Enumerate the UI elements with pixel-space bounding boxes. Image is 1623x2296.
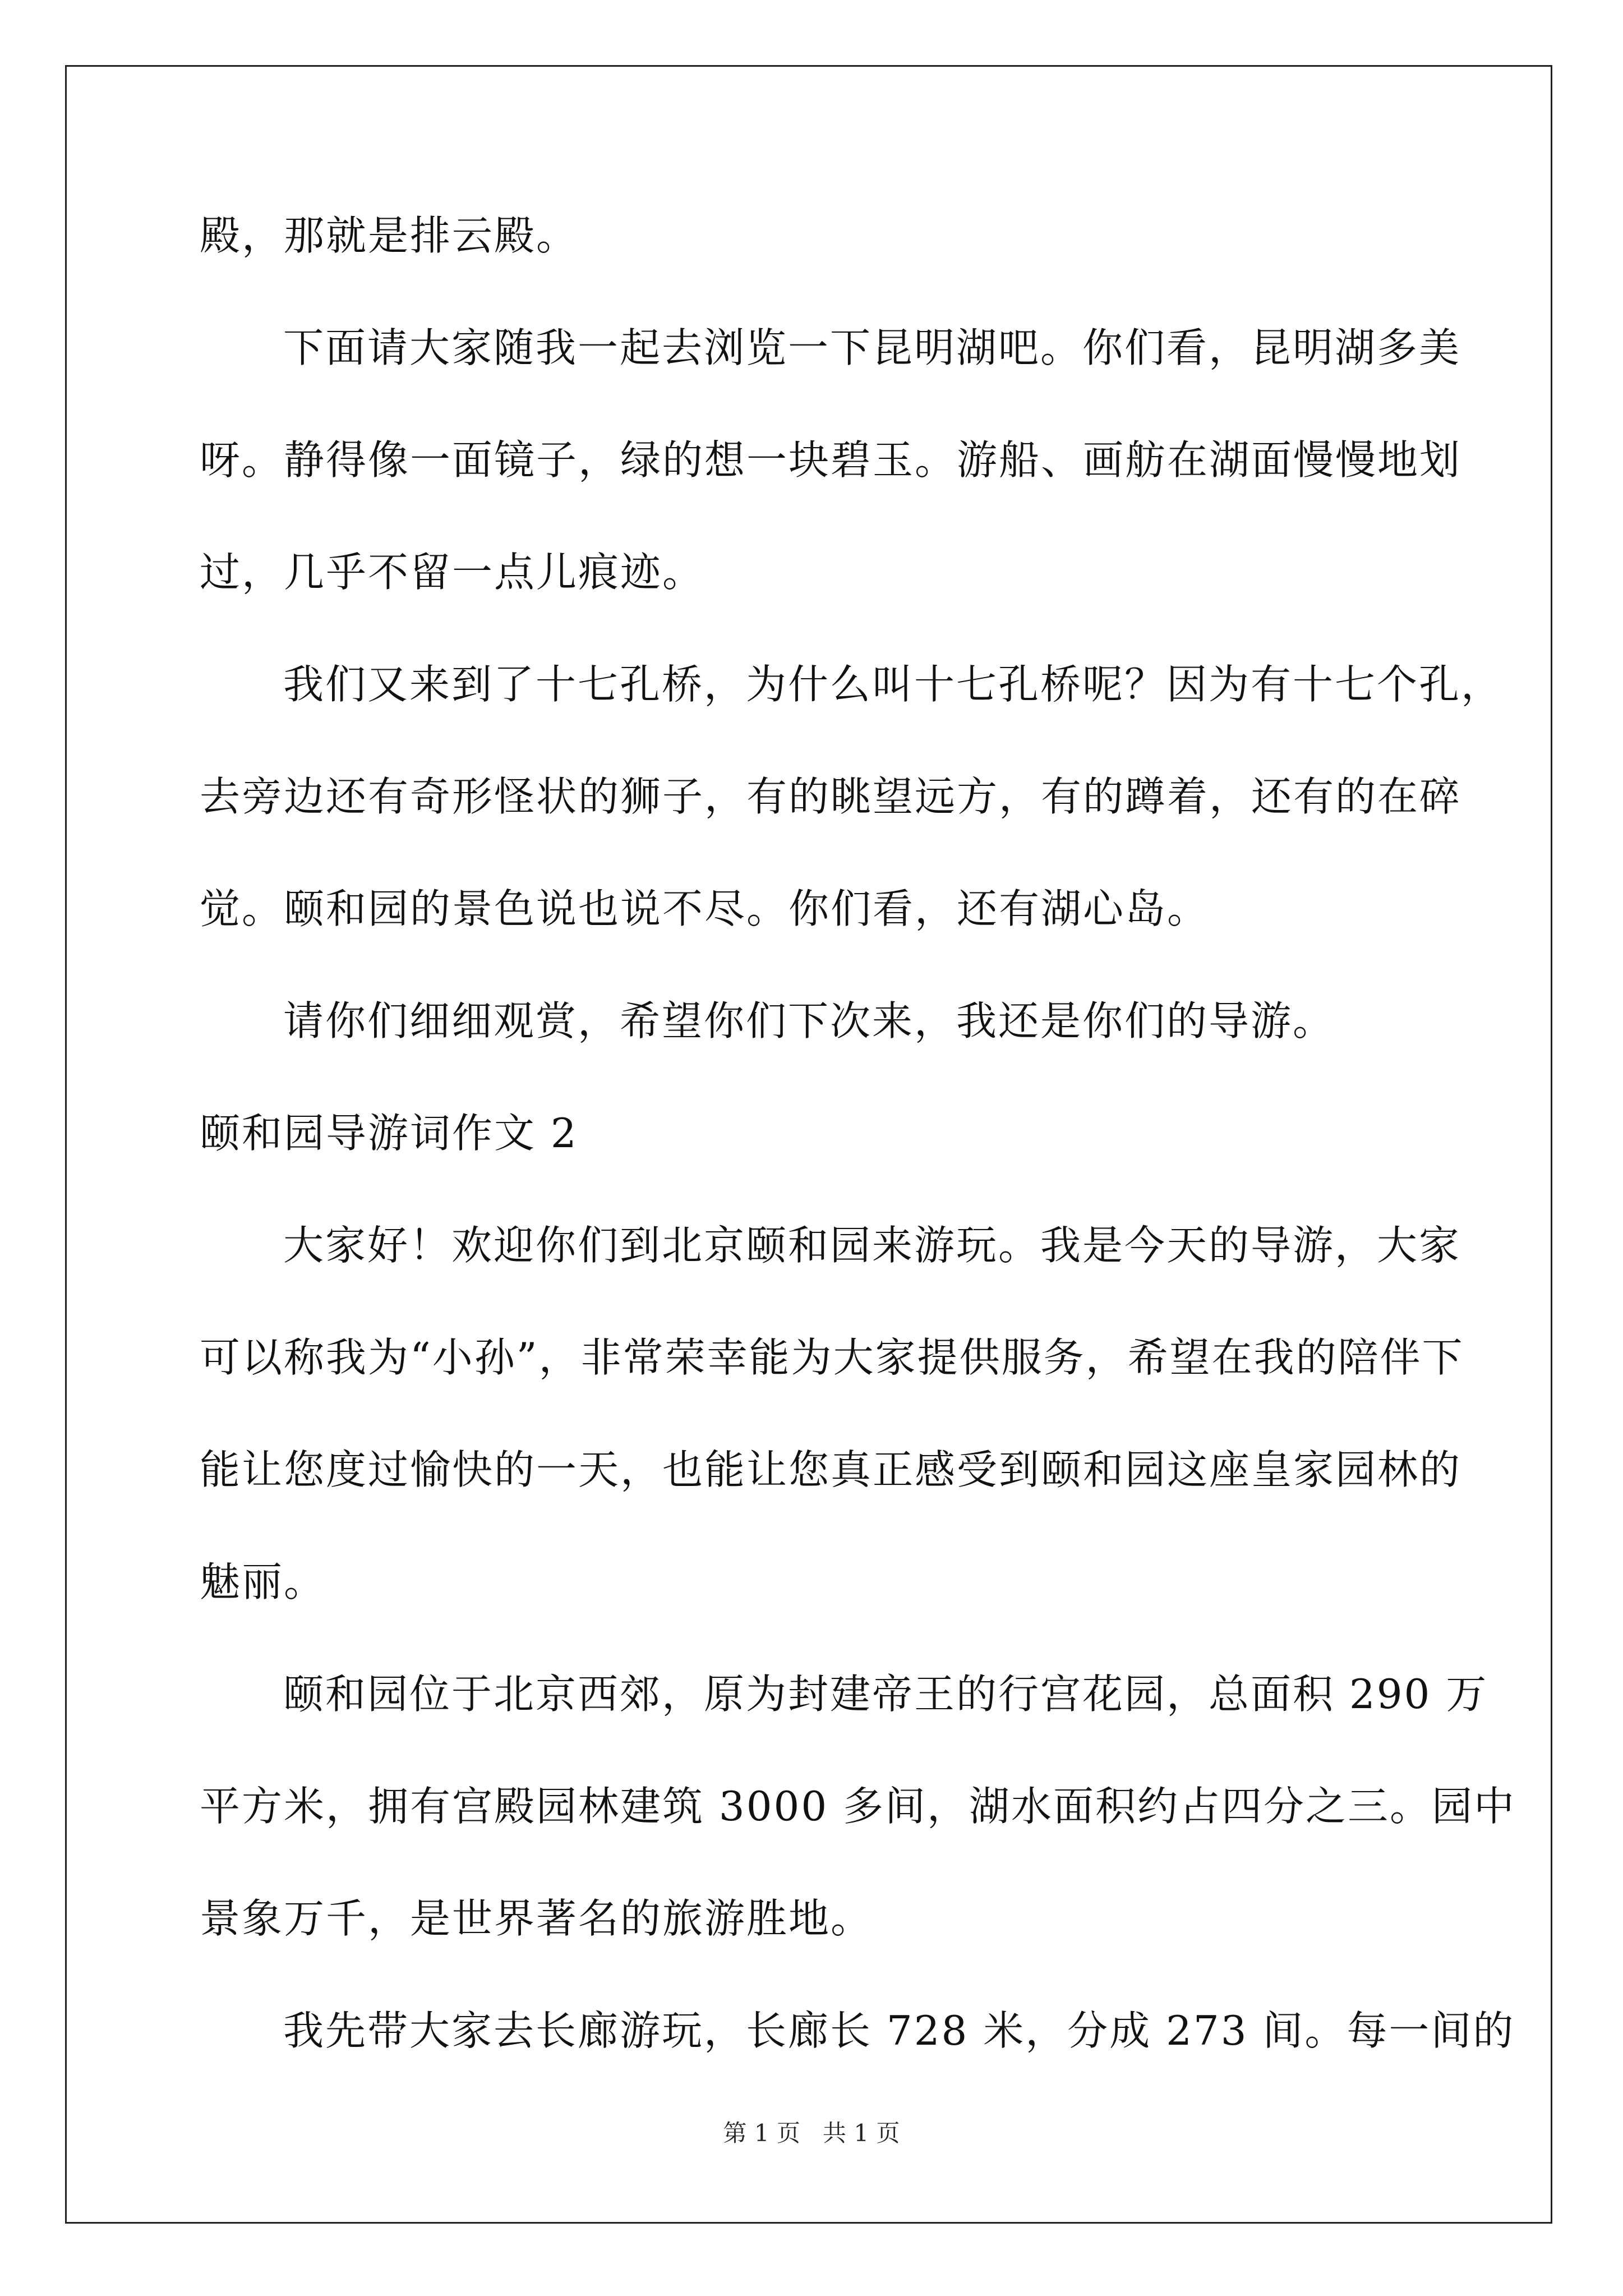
text-line: 呀。静得像一面镜子，绿的想一块碧玉。游船、画舫在湖面慢慢地划 xyxy=(200,436,1462,484)
text-line: 我们又来到了十七孔桥，为什么叫十七孔桥呢？因为有十七个孔， xyxy=(283,661,1504,708)
section-heading: 颐和园导游词作文 2 xyxy=(200,1110,578,1157)
text-line: 魅丽。 xyxy=(200,1558,326,1605)
text-line: 过，几乎不留一点儿痕迹。 xyxy=(200,549,705,596)
text-line: 觉。颐和园的景色说也说不尽。你们看，还有湖心岛。 xyxy=(200,885,1210,932)
text-line: 大家好！欢迎你们到北京颐和园来游玩。我是今天的导游，大家 xyxy=(283,1222,1461,1269)
text-line: 去旁边还有奇形怪状的狮子，有的眺望远方，有的蹲着，还有的在碎 xyxy=(200,773,1462,820)
text-line: 请你们细细观赏，希望你们下次来，我还是你们的导游。 xyxy=(283,997,1335,1045)
text-line: 可以称我为“小孙”，非常荣幸能为大家提供服务，希望在我的陪伴下 xyxy=(200,1334,1464,1381)
text-line: 我先带大家去长廊游玩，长廊长 728 米，分成 273 间。每一间的 xyxy=(283,2007,1515,2054)
page-footer: 第 1 页 共 1 页 xyxy=(723,2119,900,2147)
text-line: 颐和园位于北京西郊，原为封建帝王的行宫花园，总面积 290 万 xyxy=(283,1671,1488,1718)
text-line: 景象万千，是世界著名的旅游胜地。 xyxy=(200,1895,873,1942)
text-line: 下面请大家随我一起去浏览一下昆明湖吧。你们看，昆明湖多美 xyxy=(283,324,1461,371)
text-line: 能让您度过愉快的一天，也能让您真正感受到颐和园这座皇家园林的 xyxy=(200,1446,1462,1493)
text-line: 平方米，拥有宫殿园林建筑 3000 多间，湖水面积约占四分之三。园中 xyxy=(200,1783,1516,1830)
text-line: 殿，那就是排云殿。 xyxy=(200,212,579,259)
